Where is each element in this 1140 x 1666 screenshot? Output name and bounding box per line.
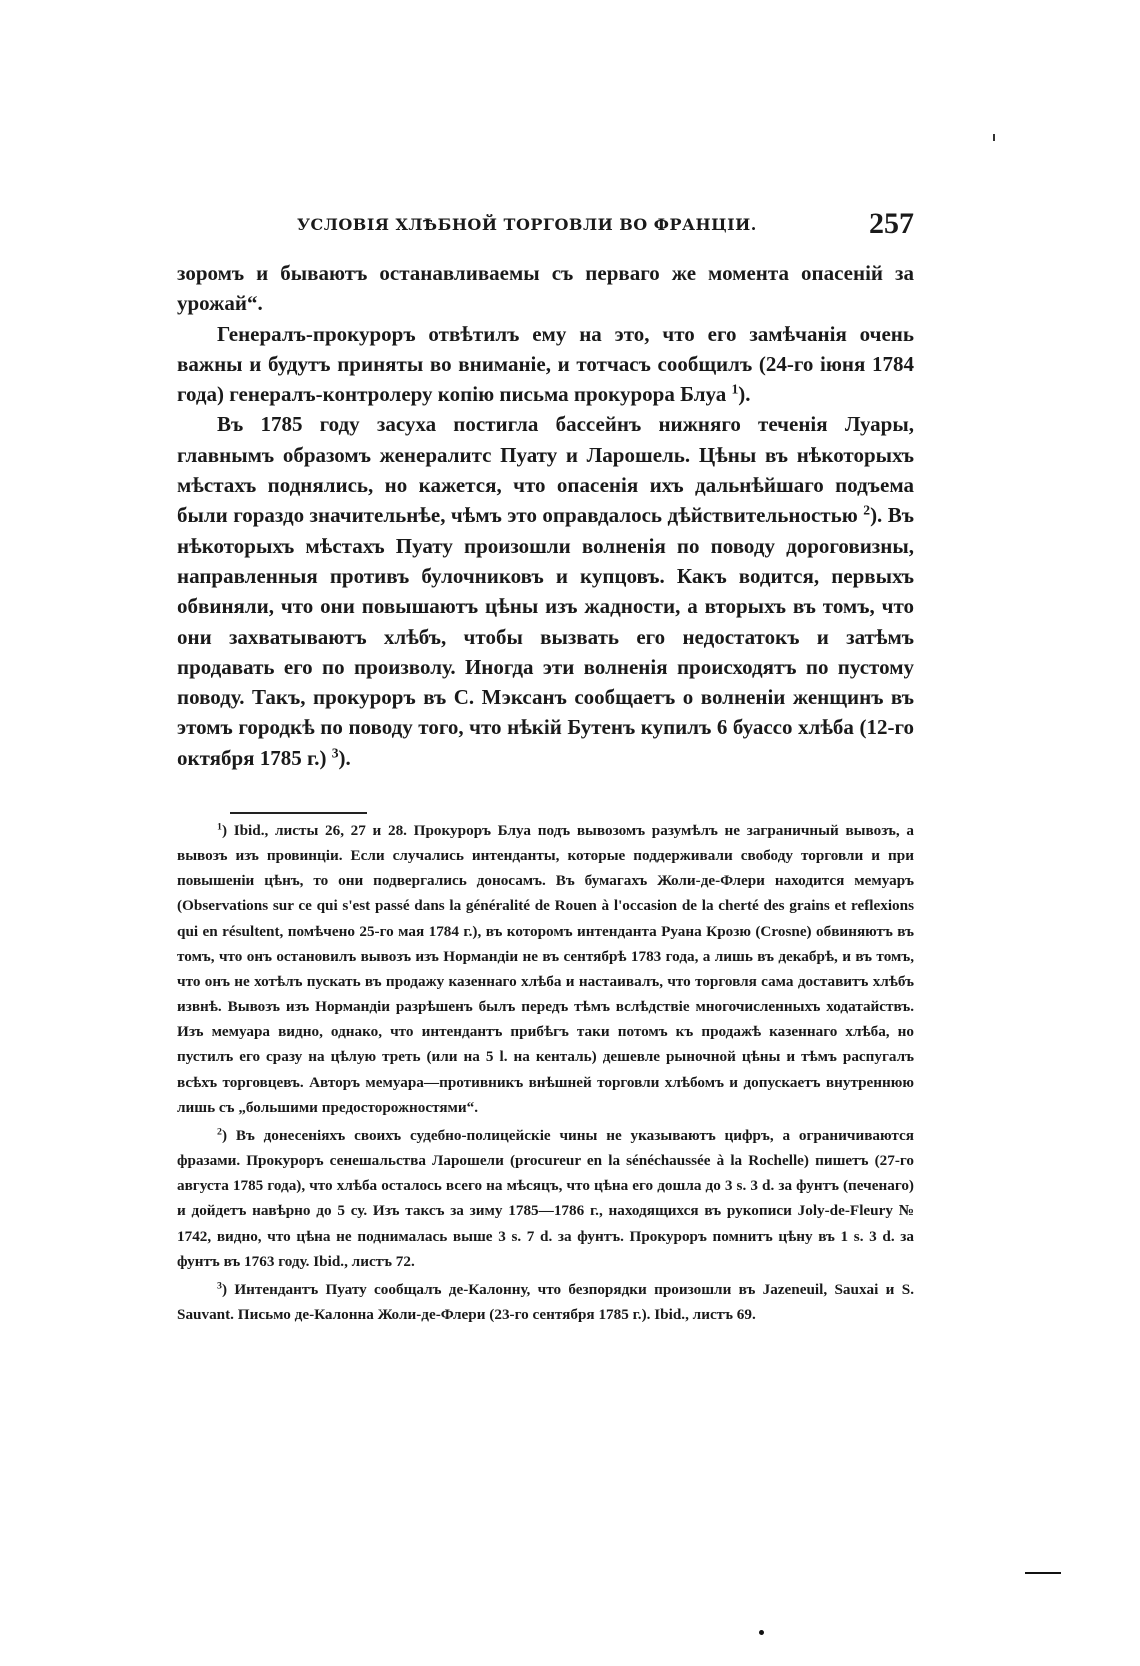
footnote-text: Въ донесеніяхъ своихъ судебно-полицейскіе чины не указываютъ цифръ, а ограничиваются фразами. Прокуроръ сенешальства Ларошели (procureur en la sénéchaussée à la Rochelle) пишетъ (27-го августа 1785 года), что хлѣба осталось всего на мѣсяцъ, что цѣна его дошла до 3 s. 3 d. за фунтъ (печенаго) и дойдетъ навѣрно до 5 су. Изъ таксъ за зиму 1785—1786 г., находящихся въ рукописи Joly-de-Fleury № 1742, видно, что цѣна не поднималась выше 3 s. 7 d. за фунтъ. Прокуроръ помнитъ цѣну въ 1 s. 3 d. за фунтъ въ 1763 году. Ibid., листъ 72.	[177, 1126, 914, 1270]
ref-closer: ).	[738, 382, 751, 407]
scan-mark-dot	[759, 1630, 764, 1635]
footnote-text: Ibid., листы 26, 27 и 28. Прокуроръ Блуа подъ вывозомъ разумѣлъ не заграничный вывозъ, а вывозъ изъ провинціи. Если случались интенданты, которые поддерживали свободу торговли и при повышеніи цѣнъ, то они подвергались доносамъ. Въ бумагахъ Жоли-де-Флери находится мемуаръ (Observations sur ce qui s'est passé dans la généralité de Rouen à l'occasion de la cherté des grains et reflexions qui en résultent, помѣчено 25-го мая 1784 г.), въ которомъ интенданта Руана Крозю (Crosne) обвиняютъ въ томъ, что онъ остановилъ вывозъ изъ Нормандіи не въ сентябрѣ 1783 года, а лишь въ декабрѣ, и въ томъ, что онъ не хотѣлъ пускать въ продажу казеннаго хлѣба и настаивалъ, что торговля сама доставитъ хлѣбъ извнѣ. Вывозъ изъ Нормандіи разрѣшенъ былъ передъ тѣмъ вслѣдствіе многочисленныхъ ходатайствъ. Изъ мемуара видно, однако, что интендантъ прибѣгъ таки потомъ къ продажѣ казеннаго хлѣба, но пустилъ его сразу на цѣлую треть (или на 5 l. на кенталь) дешевле рыночной цѣны и тѣмъ распугалъ всѣхъ торговцевъ. Авторъ мемуара—противникъ внѣшней торговли хлѣбомъ и допускаетъ внутреннюю лишь съ „большими предосторожностями“.	[177, 822, 914, 1116]
footnote-marker: 2	[217, 1126, 222, 1138]
page-header	[177, 207, 914, 245]
footnote-marker: 3	[217, 1280, 222, 1292]
ref-closer: ).	[338, 745, 351, 770]
footnote-ref: 2	[863, 502, 871, 518]
footnote: $^2$) Въ донесеніяхъ своихъ судебно-полицейскіе чины не указываютъ цифръ, а ограничиваются фразами. Прокуроръ сенешальства Ларошели (procureur en la sénéchaussée à la Rochelle) пишетъ (27-го августа 1785 года), что хлѣба осталось всего на мѣсяцъ, что цѣна его дошла до 3 s. 3 d. за фунтъ (печенаго) и дойдетъ навѣрно до 5 су. Изъ таксъ за зиму 1785—1786 г., находящихся въ рукописи Joly-de-Fleury № 1742, видно, что цѣна не поднималась выше 3 s. 7 d. за фунтъ. Прокуроръ помнитъ цѣну въ 1 s. 3 d. за фунтъ въ 1763 году. Ibid., листъ 72.	[177, 1126, 914, 1270]
page-number: 257	[869, 207, 914, 240]
footnote: $^3$) Интендантъ Пуату сообщалъ де-Калонну, что безпорядки произошли въ Jazeneuil, Sauxai и S. Sauvant. Письмо де-Калонна Жоли-де-Флери (23-го сентября 1785 г.). Ibid., листъ 69.	[177, 1280, 914, 1323]
paragraph-text: Въ 1785 году засуха постигла бассейнъ нижняго теченія Луары, главнымъ образомъ женералитс Пуату и Ларошель. Цѣны въ нѣкоторыхъ мѣстахъ поднялись, но кажется, что опасенія ихъ дальнѣйшаго подъема были гораздо значительнѣе, чѣмъ это оправдалось дѣйствительностью	[177, 412, 914, 528]
paragraph	[177, 409, 914, 773]
running-title: УСЛОВІЯ ХЛѢБНОЙ ТОРГОВЛИ ВО ФРАНЦІИ.	[297, 215, 757, 234]
footnote: $^1$) Ibid., листы 26, 27 и 28. Прокуроръ Блуа подъ вывозомъ разумѣлъ не заграничный вывозъ, а вывозъ изъ провинціи. Если случались интенданты, которые поддерживали свободу торговли и при повышеніи цѣнъ, то они подвергались доносамъ. Въ бумагахъ Жоли-де-Флери находится мемуаръ (Observations sur ce qui s'est passé dans la généralité de Rouen à l'occasion de la cherté des grains et reflexions qui en résultent, помѣчено 25-го мая 1784 г.), въ которомъ интенданта Руана Крозю (Crosne) обвиняютъ въ томъ, что онъ остановилъ вывозъ изъ Нормандіи не въ сентябрѣ 1783 года, а лишь въ декабрѣ, и въ томъ, что онъ не хотѣлъ пускать въ продажу казеннаго хлѣба и настаивалъ, что торговля сама доставитъ хлѣбъ извнѣ. Вывозъ изъ Нормандіи разрѣшенъ былъ передъ тѣмъ вслѣдствіе многочисленныхъ ходатайствъ. Изъ мемуара видно, однако, что интендантъ прибѣгъ таки потомъ къ продажѣ казеннаго хлѣба, но пустилъ его сразу на цѣлую треть (или на 5 l. на кенталь) дешевле рыночной цѣны и тѣмъ распугалъ всѣхъ торговцевъ. Авторъ мемуара—противникъ внѣшней торговли хлѣбомъ и допускаетъ внутреннюю лишь съ „большими предосторожностями“.	[177, 821, 914, 1116]
paragraph-text: Въ нѣкоторыхъ мѣстахъ Пуату произошли волненія по поводу дороговизны, направленныя противъ булочниковъ и купцовъ. Какъ водится, первыхъ обвиняли, что они повышаютъ цѣны изъ жадности, а вторыхъ въ томъ, что они захватываютъ хлѣбъ, чтобы вызвать его недостатокъ и затѣмъ продавать его по произволу. Иногда эти волненія происходятъ по пустому поводу. Такъ, прокуроръ въ С. Мэксанъ сообщаетъ о волненіи женщинъ въ этомъ городкѣ по поводу того, что нѣкій Бутенъ купилъ 6 буассо хлѣба (12-го октября 1785 г.)	[177, 503, 915, 770]
main-text	[177, 258, 914, 773]
paragraph	[177, 258, 914, 319]
footnotes	[177, 818, 914, 1327]
paragraph	[177, 319, 914, 410]
footnote-ref: 3	[331, 745, 339, 761]
scan-speck	[993, 134, 995, 141]
ref-closer: ).	[870, 503, 883, 528]
scan-mark-dash	[1025, 1572, 1061, 1574]
footnote-marker: 1	[217, 821, 222, 833]
footnote-ref: 1	[731, 381, 739, 397]
paragraph-text: зоромъ и бываютъ останавливаемы съ перваго же момента опасеній за урожай“.	[177, 261, 914, 316]
footnote-text: Интендантъ Пуату сообщалъ де-Калонну, что безпорядки произошли въ Jazeneuil, Sauxai и S. Sauvant. Письмо де-Калонна Жоли-де-Флери (23-го сентября 1785 г.). Ibid., листъ 69.	[177, 1280, 914, 1323]
footnote-divider	[230, 812, 367, 814]
paragraph-text: Генералъ-прокуроръ отвѣтилъ ему на это, что его замѣчанія очень важны и будутъ приняты во вниманіе, и тотчасъ сообщилъ (24-го іюня 1784 года) генералъ-контролеру копію письма прокурора Блуа	[177, 321, 914, 407]
